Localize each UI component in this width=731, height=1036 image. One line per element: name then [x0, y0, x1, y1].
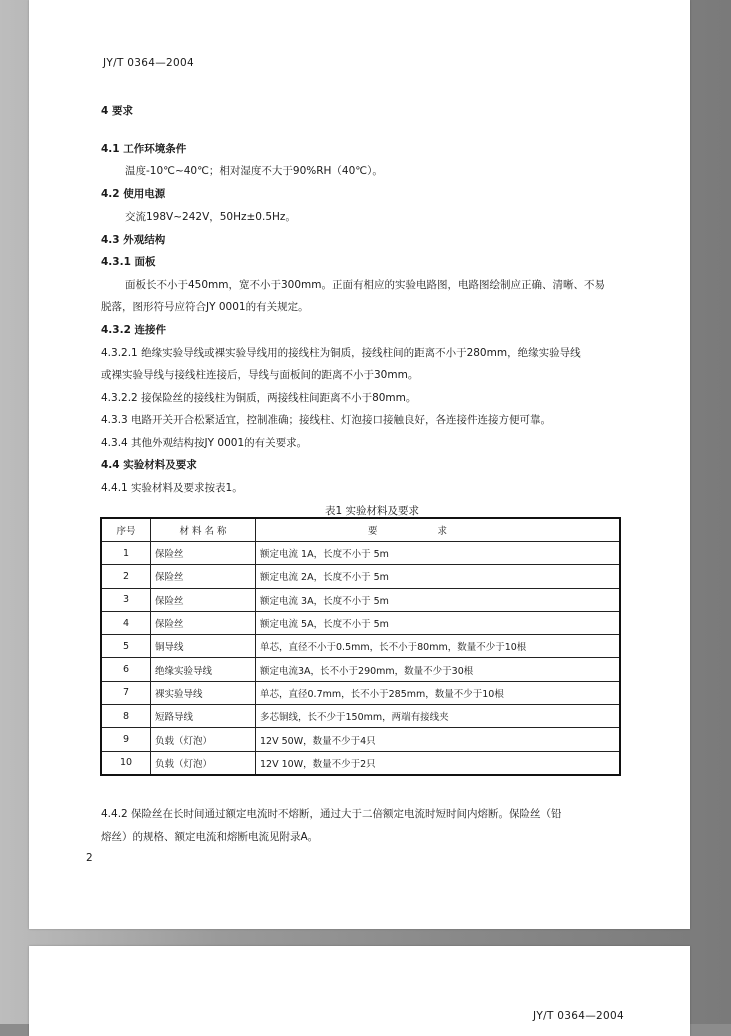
paragraph: 4.3.3 电路开关开合松紧适宜，控制准确；接线柱、灯泡接口接触良好，各连接件连接方便可靠。 [101, 414, 552, 426]
table-cell: 保险丝 [151, 542, 256, 565]
paragraph: 交流198V~242V，50Hz±0.5Hz。 [125, 211, 296, 223]
table-cell: 1 [101, 542, 151, 565]
table-row [101, 565, 620, 588]
table-cell: 3 [101, 588, 151, 611]
paragraph: 面板长不小于450mm，宽不小于300mm。正面有相应的实验电路图，电路图绘制应正确、清晰、不易 [125, 279, 605, 291]
paragraph: 4.4.1 实验材料及要求按表1。 [101, 482, 243, 494]
table-caption: 表1 实验材料及要求 [325, 505, 420, 517]
table-cell: 负载（灯泡） [151, 751, 256, 775]
section-heading: 4.3 外观结构 [101, 234, 166, 246]
header-cell: 材 料 名 称 [151, 518, 256, 542]
table-cell: 绝缘实验导线 [151, 658, 256, 681]
paragraph: 4.4.2 保险丝在长时间通过额定电流时不熔断，通过大于二倍额定电流时短时间内熔断。保险丝（铅 [101, 808, 562, 820]
table-cell: 单芯，直径不小于0.5mm，长不小于80mm，数量不少于10根 [256, 635, 621, 658]
section-heading: 4.3.1 面板 [101, 256, 156, 268]
table-row [101, 588, 620, 611]
table-cell: 保险丝 [151, 588, 256, 611]
table-cell: 12V 50W，数量不少于4只 [256, 728, 621, 751]
table-row [101, 728, 620, 751]
table-cell: 铜导线 [151, 635, 256, 658]
section-heading: 4.3.2 连接件 [101, 324, 167, 336]
table-cell: 保险丝 [151, 565, 256, 588]
table-cell: 额定电流 2A，长度不小于 5m [256, 565, 621, 588]
section-heading: 4 要求 [101, 105, 133, 117]
table-cell: 保险丝 [151, 611, 256, 634]
table-cell: 单芯，直径0.7mm，长不小于285mm，数量不少于10根 [256, 681, 621, 704]
document-page [29, 0, 690, 929]
page-header: JY/T 0364—2004 [103, 57, 194, 69]
table-row [101, 611, 620, 634]
table-cell: 2 [101, 565, 151, 588]
table-cell: 7 [101, 681, 151, 704]
table-row [101, 705, 620, 728]
paragraph: 温度-10℃~40℃；相对湿度不大于90%RH（40℃）。 [125, 165, 383, 177]
table-cell: 6 [101, 658, 151, 681]
table-row [101, 542, 620, 565]
table-cell: 短路导线 [151, 705, 256, 728]
header-cell: 序号 [101, 518, 151, 542]
table-row [101, 658, 620, 681]
paragraph: 4.3.2.1 绝缘实验导线或裸实验导线用的接线柱为铜质，接线柱间的距离不小于280mm，绝缘实验导线 [101, 347, 581, 359]
page-header: JY/T 0364—2004 [533, 1010, 624, 1022]
paragraph: 4.3.4 其他外观结构按JY 0001的有关要求。 [101, 437, 308, 449]
paragraph: 4.3.2.2 接保险丝的接线柱为铜质，两接线柱间距离不小于80mm。 [101, 392, 417, 404]
table-cell: 额定电流 1A，长度不小于 5m [256, 542, 621, 565]
table-cell: 额定电流 5A，长度不小于 5m [256, 611, 621, 634]
table-cell: 9 [101, 728, 151, 751]
table-cell: 多芯铜线，长不少于150mm，两端有接线夹 [256, 705, 621, 728]
table-cell: 额定电流 3A，长度不小于 5m [256, 588, 621, 611]
table-cell: 10 [101, 751, 151, 775]
table-cell: 裸实验导线 [151, 681, 256, 704]
table-cell: 5 [101, 635, 151, 658]
table-cell: 负载（灯泡） [151, 728, 256, 751]
document-page [29, 946, 690, 1036]
table-row [101, 681, 620, 704]
table-cell: 额定电流3A，长不小于290mm，数量不少于30根 [256, 658, 621, 681]
section-heading: 4.2 使用电源 [101, 188, 166, 200]
materials-table [100, 517, 621, 776]
section-heading: 4.4 实验材料及要求 [101, 459, 197, 471]
paragraph: 或裸实验导线与接线柱连接后，导线与面板间的距离不小于30mm。 [101, 369, 419, 381]
page-number: 2 [86, 852, 93, 864]
paragraph: 脱落，图形符号应符合JY 0001的有关规定。 [101, 301, 309, 313]
section-heading: 4.1 工作环境条件 [101, 143, 187, 155]
table-cell: 12V 10W，数量不少于2只 [256, 751, 621, 775]
header-cell: 要求 [256, 518, 621, 542]
table-header-row [101, 518, 620, 542]
paragraph: 熔丝）的规格、额定电流和熔断电流见附录A。 [101, 831, 319, 843]
table-cell: 8 [101, 705, 151, 728]
table-cell: 4 [101, 611, 151, 634]
table-row [101, 751, 620, 775]
table-row [101, 635, 620, 658]
